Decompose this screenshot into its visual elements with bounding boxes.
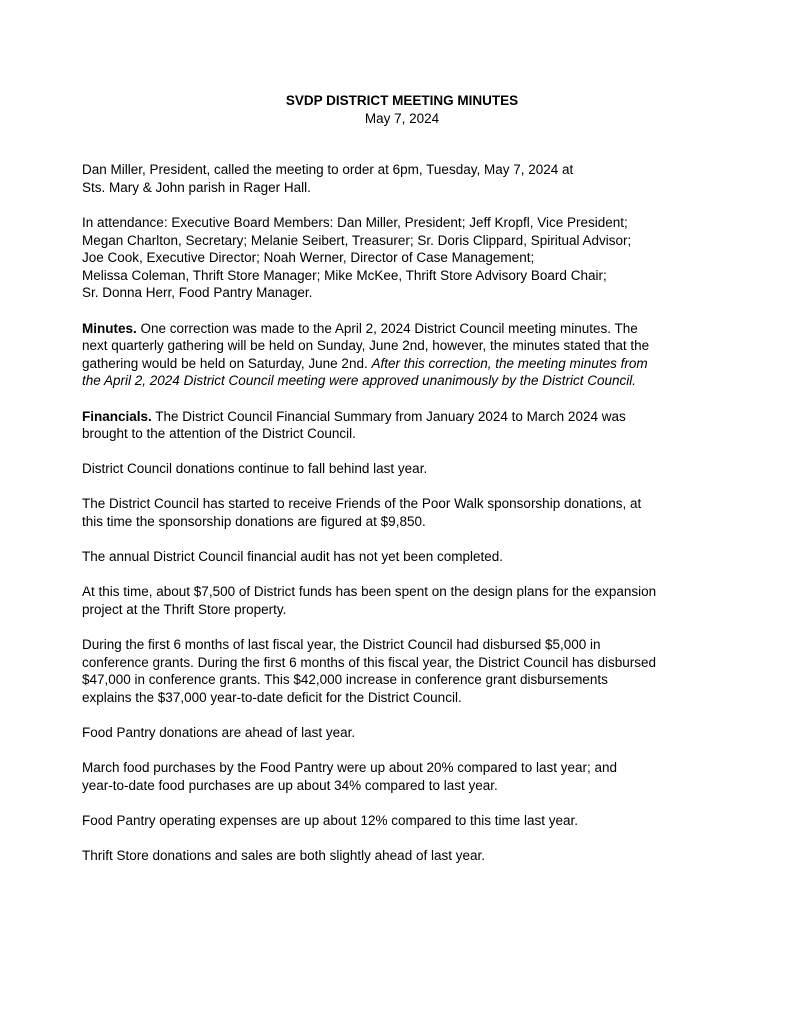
body-paragraph bbox=[82, 583, 722, 618]
call-to-order-paragraph bbox=[82, 161, 722, 196]
body-paragraph bbox=[82, 847, 722, 865]
meeting-date: May 7, 2024 bbox=[364, 110, 440, 126]
paragraph-line: explains the $37,000 year-to-date deficit for the District Council. bbox=[82, 690, 462, 705]
paragraph-line: Food Pantry donations are ahead of last year. bbox=[82, 725, 356, 741]
body-paragraph bbox=[82, 460, 722, 478]
attendance-line: Joe Cook, Executive Director; Noah Werner, Director of Case Management; bbox=[82, 250, 535, 266]
minutes-text: gathering would be held on Saturday, June 2nd. bbox=[82, 355, 372, 371]
minutes-approval-text: the April 2, 2024 District Council meeting were approved unanimously by the District Council. bbox=[82, 373, 637, 389]
paragraph-line: District Council donations continue to fall behind last year. bbox=[82, 461, 428, 477]
body-paragraph bbox=[82, 812, 722, 830]
minutes-heading: Minutes. bbox=[82, 320, 137, 336]
financials-heading: Financials. bbox=[82, 408, 152, 424]
attendance-line: Megan Charlton, Secretary; Melanie Seibert, Treasurer; Sr. Doris Clippard, Spiritual Advisor; bbox=[82, 232, 632, 248]
minutes-text: One correction was made to the April 2, 2024 District Council meeting minutes. The bbox=[136, 320, 638, 336]
paragraph-line: The annual District Council financial audit has not yet been completed. bbox=[82, 549, 503, 565]
paragraph-line: $47,000 in conference grants. This $42,000 increase in conference grant disbursements bbox=[82, 672, 608, 688]
minutes-line bbox=[82, 355, 722, 373]
paragraph-line: this time the sponsorship donations are figured at $9,850. bbox=[82, 514, 426, 530]
body-paragraph bbox=[82, 548, 722, 566]
body-paragraph bbox=[82, 636, 722, 706]
body-paragraph bbox=[82, 724, 722, 742]
paragraph-line: project at the Thrift Store property. bbox=[82, 602, 287, 618]
body-paragraph bbox=[82, 495, 722, 530]
paragraph-line: At this time, about $7,500 of District funds has been spent on the design plans for the expansion bbox=[82, 584, 657, 600]
call-to-order-line: Sts. Mary & John parish in Rager Hall. bbox=[82, 179, 311, 195]
body-paragraph bbox=[82, 759, 722, 794]
document-title: SVDP DISTRICT MEETING MINUTES bbox=[285, 93, 519, 108]
paragraph-line: March food purchases by the Food Pantry were up about 20% compared to last year; and bbox=[82, 760, 618, 776]
attendance-paragraph bbox=[82, 214, 722, 302]
call-to-order-line: Dan Miller, President, called the meeting to order at 6pm, Tuesday, May 7, 2024 at bbox=[82, 162, 574, 178]
minutes-line: next quarterly gathering will be held on Sunday, June 2nd, however, the minutes stated that the bbox=[82, 338, 650, 354]
paragraph-line: year-to-date food purchases are up about 34% compared to last year. bbox=[82, 777, 498, 793]
paragraph-line: The District Council has started to receive Friends of the Poor Walk sponsorship donations, at bbox=[82, 496, 642, 512]
attendance-line: In attendance: Executive Board Members: Dan Miller, President; Jeff Kropfl, Vice President; bbox=[82, 214, 628, 230]
financials-line bbox=[82, 408, 722, 426]
paragraph-line: Thrift Store donations and sales are both slightly ahead of last year. bbox=[82, 848, 485, 864]
minutes-line bbox=[82, 320, 722, 338]
financials-text: The District Council Financial Summary from January 2024 to March 2024 was bbox=[151, 408, 626, 424]
minutes-approval-text: After this correction, the meeting minutes from bbox=[371, 355, 648, 371]
financial-details bbox=[82, 460, 722, 865]
paragraph-line: conference grants. During the first 6 months of this fiscal year, the District Council has disbursed bbox=[82, 654, 657, 670]
attendance-line: Sr. Donna Herr, Food Pantry Manager. bbox=[82, 285, 313, 301]
financials-line: brought to the attention of the District Council. bbox=[82, 426, 356, 442]
financials-paragraph bbox=[82, 408, 722, 443]
paragraph-line: During the first 6 months of last fiscal year, the District Council had disbursed $5,000 in bbox=[82, 637, 601, 653]
attendance-line: Melissa Coleman, Thrift Store Manager; Mike McKee, Thrift Store Advisory Board Chair; bbox=[82, 267, 607, 283]
minutes-paragraph bbox=[82, 320, 722, 390]
document-page bbox=[82, 92, 722, 883]
paragraph-line: Food Pantry operating expenses are up about 12% compared to this time last year. bbox=[82, 813, 579, 829]
